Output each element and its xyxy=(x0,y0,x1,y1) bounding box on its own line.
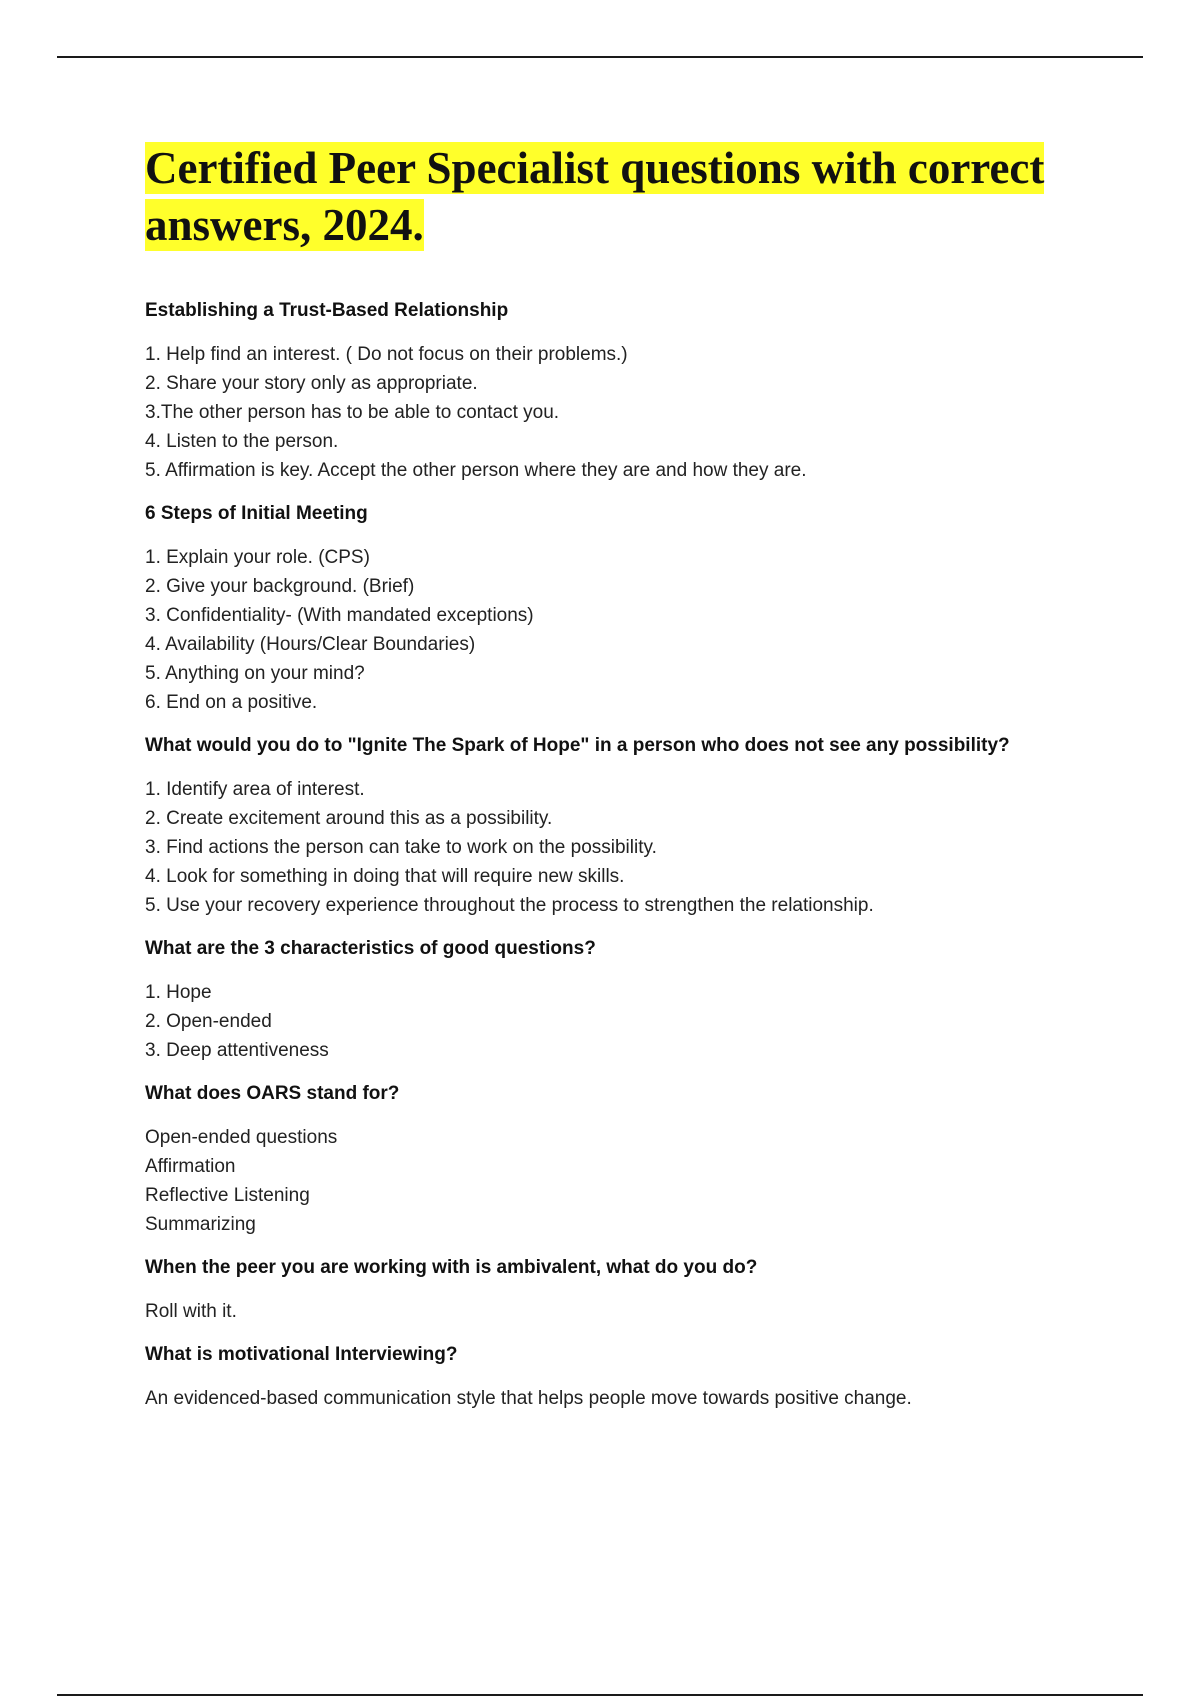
answer-line: 1. Hope xyxy=(145,982,212,1003)
answer-line: Open-ended questions xyxy=(145,1127,338,1148)
answer-line: 4. Availability (Hours/Clear Boundaries) xyxy=(145,634,476,655)
answer-list xyxy=(145,543,1085,717)
document-body xyxy=(145,140,1085,1429)
answer-line: 5. Use your recovery experience throughout the process to strengthen the relationship. xyxy=(145,895,874,916)
answer-list xyxy=(145,1123,1085,1239)
top-rule xyxy=(57,56,1143,58)
section-oars xyxy=(145,1081,1085,1239)
answer-line: 3.The other person has to be able to contact you. xyxy=(145,402,560,423)
answer-line: 6. End on a positive. xyxy=(145,692,318,713)
answer-line: 1. Explain your role. (CPS) xyxy=(145,547,370,568)
section-good-questions xyxy=(145,936,1085,1065)
answer-list xyxy=(145,340,1085,485)
answer-line: Roll with it. xyxy=(145,1301,237,1322)
answer-line: 4. Listen to the person. xyxy=(145,431,339,452)
document-title xyxy=(145,140,1085,254)
answer-line: 2. Open-ended xyxy=(145,1011,272,1032)
section-heading: What does OARS stand for? xyxy=(145,1083,400,1104)
section-heading: Establishing a Trust-Based Relationship xyxy=(145,300,509,321)
answer-line: 2. Give your background. (Brief) xyxy=(145,576,415,597)
title-highlight: Certified Peer Specialist questions with correct answers, 2024. xyxy=(145,143,1045,250)
answer-line: 2. Share your story only as appropriate. xyxy=(145,373,478,394)
section-initial-meeting xyxy=(145,501,1085,717)
answer-line: 3. Find actions the person can take to work on the possibility. xyxy=(145,837,657,858)
section-motivational-interviewing xyxy=(145,1342,1085,1413)
answer-line: 1. Help find an interest. ( Do not focus on their problems.) xyxy=(145,344,628,365)
answer-line: 3. Confidentiality- (With mandated exceptions) xyxy=(145,605,534,626)
answer-list xyxy=(145,775,1085,920)
answer-list xyxy=(145,1384,1085,1413)
answer-line: 1. Identify area of interest. xyxy=(145,779,365,800)
section-heading: When the peer you are working with is ambivalent, what do you do? xyxy=(145,1257,758,1278)
section-heading: What are the 3 characteristics of good questions? xyxy=(145,938,596,959)
answer-line: 4. Look for something in doing that will require new skills. xyxy=(145,866,625,887)
answer-line: An evidenced-based communication style that helps people move towards positive change. xyxy=(145,1388,912,1409)
answer-list xyxy=(145,978,1085,1065)
answer-line: 5. Affirmation is key. Accept the other person where they are and how they are. xyxy=(145,460,807,481)
answer-line: Summarizing xyxy=(145,1214,256,1235)
section-heading: What would you do to "Ignite The Spark of Hope" in a person who does not see any possibility? xyxy=(145,735,1010,756)
answer-line: Affirmation xyxy=(145,1156,236,1177)
answer-line: 5. Anything on your mind? xyxy=(145,663,365,684)
section-heading: What is motivational Interviewing? xyxy=(145,1344,458,1365)
section-ambivalent-peer xyxy=(145,1255,1085,1326)
section-spark-of-hope xyxy=(145,733,1085,920)
answer-line: 2. Create excitement around this as a possibility. xyxy=(145,808,553,829)
section-trust-relationship xyxy=(145,298,1085,485)
answer-list xyxy=(145,1297,1085,1326)
bottom-rule xyxy=(57,1694,1143,1696)
answer-line: 3. Deep attentiveness xyxy=(145,1040,329,1061)
section-heading: 6 Steps of Initial Meeting xyxy=(145,503,368,524)
answer-line: Reflective Listening xyxy=(145,1185,310,1206)
